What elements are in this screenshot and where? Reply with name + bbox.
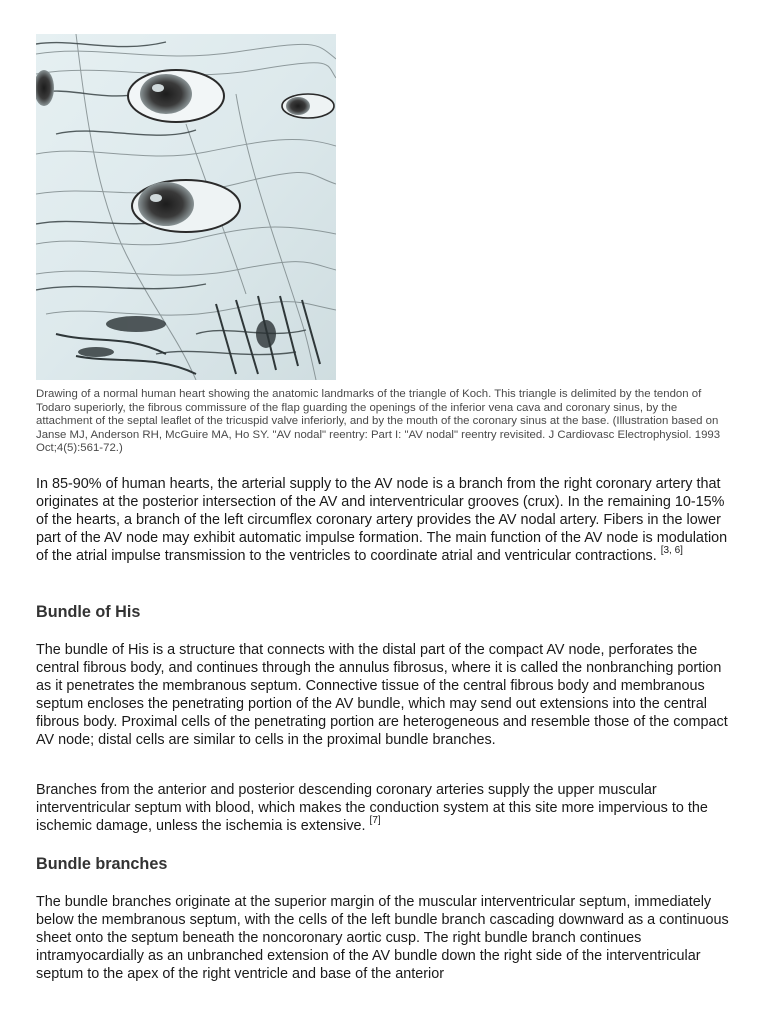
citation-ref[interactable]: [3, 6] (660, 545, 683, 557)
paragraph-text: In 85-90% of human hearts, the arterial supply to the AV node is a branch from the right coronary artery that originates at the posterior intersection of the AV and interventricular grooves (crux). In the remaining 10-15% of the hearts, a branch of the left circumflex coronary artery provides the AV nodal artery. Fibers in the lower part of the AV node may exhibit automatic impulse formation. The main function of the AV node is modulation of the atrial impulse transmission to the ventricles to coordinate atrial and ventricular contractions. (36, 476, 728, 564)
figure-caption: Drawing of a normal human heart showing the anatomic landmarks of the triangle of Koch. This triangle is delimited by the tendon of Todaro superiorly, the fibrous commissure of the flap guarding the openings of the inferior vena cava and coronary sinus, by the attachment of the septal leaflet of the tricuspid valve inferiorly, and by the mouth of the coronary sinus at the base. (Illustration based on Janse MJ, Anderson RH, McGuire MA, Ho SY. "AV nodal" reentry: Part I: "AV nodal" reentry revisited. J Cardiovasc Electrophysiol. 1993 Oct;4(5):561-72.) (36, 388, 721, 455)
heart-sketch-icon (36, 34, 336, 380)
section-heading-bundle-branches: Bundle branches (36, 855, 168, 873)
paragraph-text: Branches from the anterior and posterior descending coronary arteries supply the upper muscular interventricular septum with blood, which makes the conduction system at this site more impervious to the ischemic damage, unless the ischemia is extensive. (36, 782, 708, 834)
bundle-branches-paragraph: The bundle branches originate at the superior margin of the muscular interventricular septum, immediately below the membranous septum, with the cells of the left bundle branch cascading downward as a continuous sheet onto the septum beneath the noncoronary aortic cusp. The right bundle branch continues intramyocardially as an unbranched extension of the AV bundle down the right side of the interventricular septum to the apex of the right ventricle and base of the anterior (36, 894, 729, 982)
bundle-of-his-paragraph: The bundle of His is a structure that connects with the distal part of the compact AV node, perforates the central fibrous body, and continues through the annulus fibrosus, where it is called the nonbranching portion as it penetrates the membranous septum. Connective tissue of the central fibrous body and membranous septum encloses the penetrating portion of the AV bundle, which may send out extensions into the central fibrous body. Proximal cells of the penetrating portion are heterogeneous and resemble those of the compact AV node; distal cells are similar to cells in the proximal bundle branches. (36, 642, 728, 748)
section-heading-bundle-of-his: Bundle of His (36, 603, 141, 621)
septum-supply-paragraph (36, 781, 732, 835)
av-node-supply-paragraph (36, 475, 732, 565)
heart-illustration (36, 34, 336, 380)
citation-ref[interactable]: [7] (369, 815, 381, 827)
